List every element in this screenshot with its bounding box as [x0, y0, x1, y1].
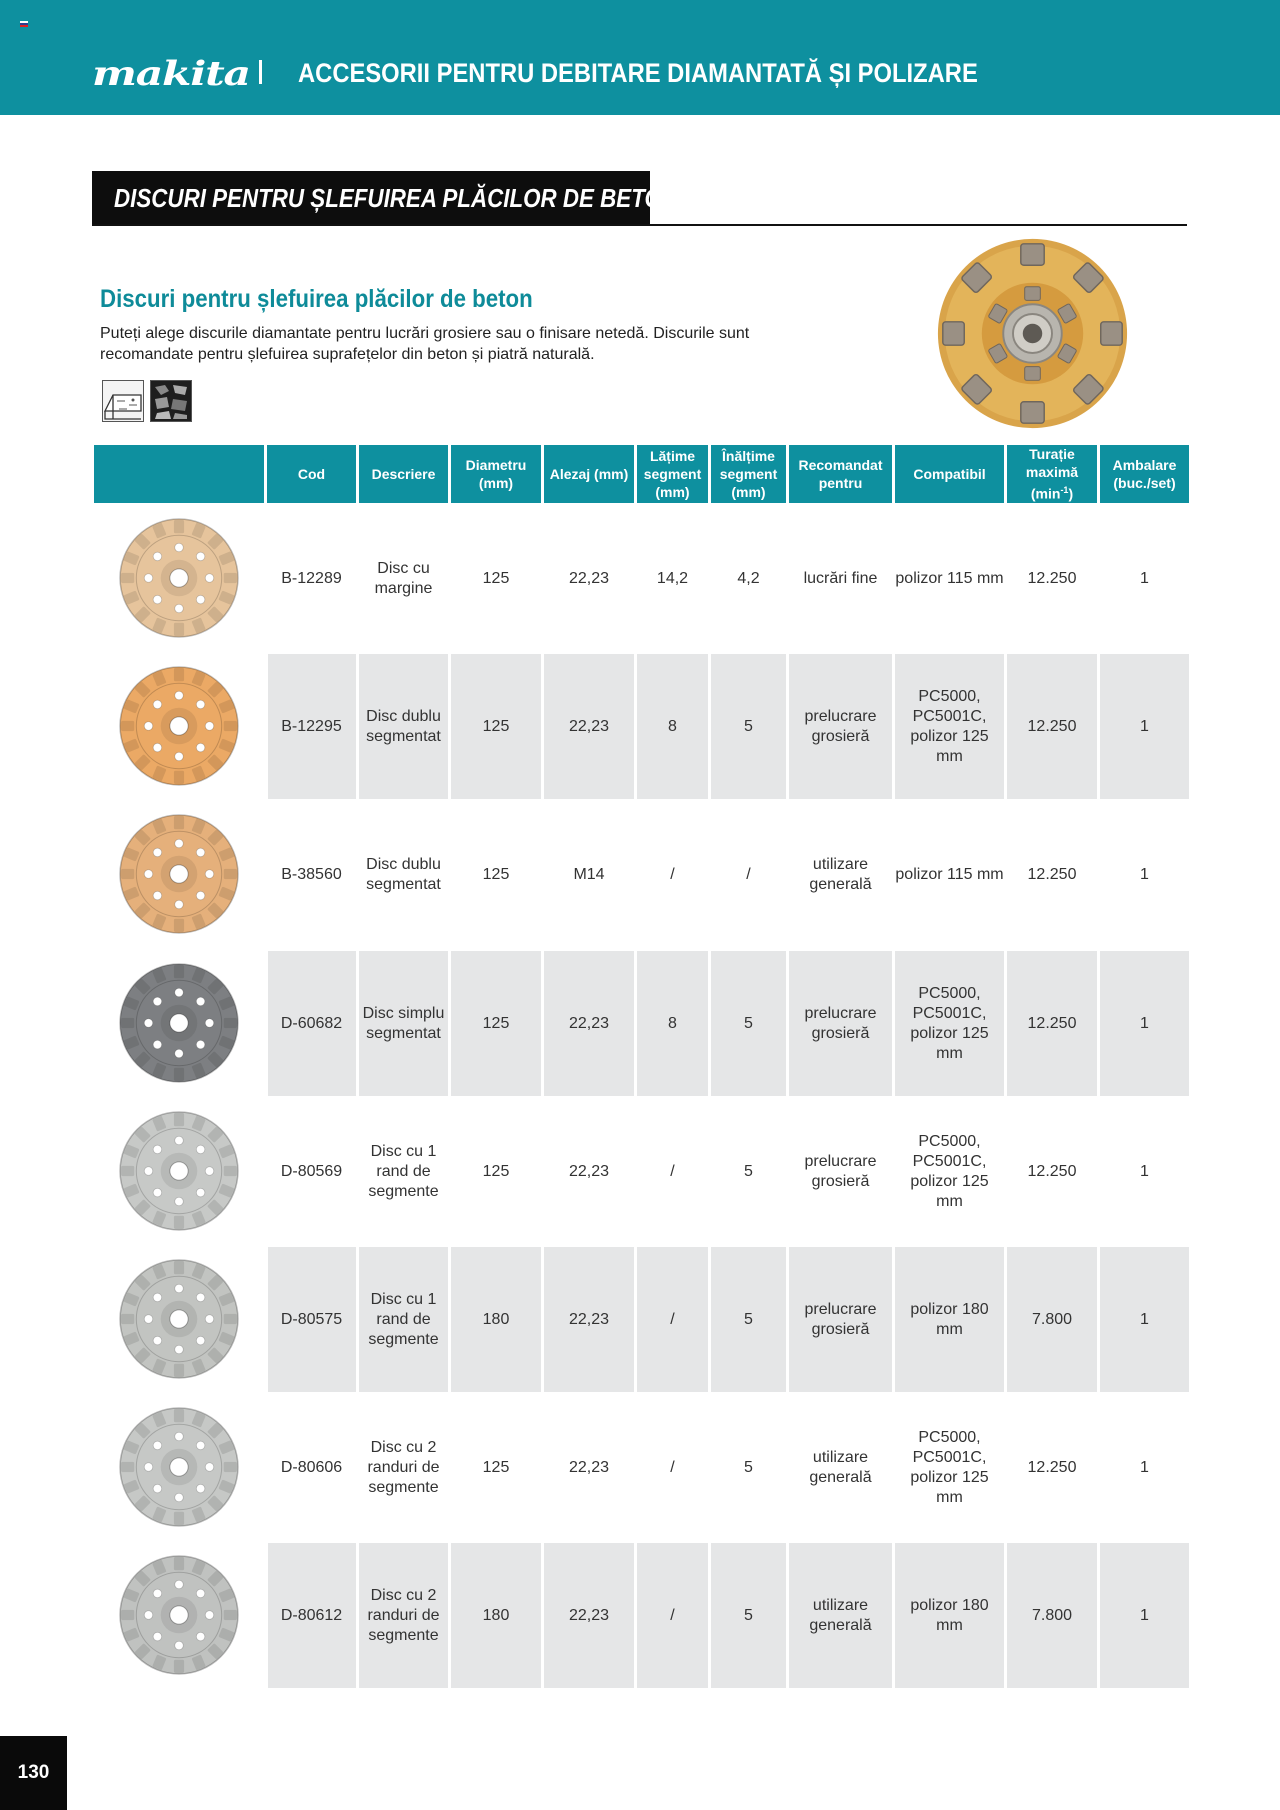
cell-text: 1	[1140, 1606, 1149, 1624]
stone-material-icon	[150, 380, 192, 422]
cell-latime	[637, 951, 708, 1096]
header-image-col	[94, 445, 264, 503]
disc-icon	[118, 665, 240, 787]
cell-turatie	[1007, 506, 1097, 651]
cell-line: polizor 125 mm	[910, 727, 989, 765]
cell-ambalare	[1100, 1099, 1189, 1244]
cell-text: 5	[744, 717, 753, 735]
cell-text: 180	[482, 1310, 510, 1328]
cell-text	[804, 707, 876, 747]
header-label: Turație	[1029, 446, 1075, 463]
cell-turatie	[1007, 802, 1097, 947]
cell-compatibil	[895, 1099, 1004, 1244]
concrete-material-icon	[102, 380, 144, 422]
cell-descriere	[359, 1099, 448, 1244]
cell-text: B-38560	[281, 865, 342, 883]
cell-text	[366, 855, 441, 895]
cell-line: PC5000,	[918, 1428, 981, 1446]
intro-line: recomandate pentru șlefuirea suprafețelor din beton și piatră naturală.	[100, 346, 595, 363]
cell-diametru	[451, 951, 541, 1096]
cell-line: Disc cu 1	[370, 1142, 437, 1160]
cell-line: prelucrare	[804, 707, 877, 725]
cell-turatie	[1007, 1247, 1097, 1392]
header-label: Recomandat	[798, 457, 883, 473]
cell-recomandat	[789, 1395, 892, 1540]
cell-diametru	[451, 506, 541, 651]
turatie-unit: (min	[1030, 485, 1061, 502]
cell-text: /	[670, 865, 675, 883]
cell-text	[809, 855, 871, 895]
cell-line: utilizare	[812, 1448, 869, 1466]
cell-alezaj	[544, 1395, 634, 1540]
cell-ambalare	[1100, 1543, 1189, 1688]
cell-compatibil	[895, 1395, 1004, 1540]
page-number: 130	[0, 1736, 67, 1810]
header-label: segment	[643, 466, 702, 482]
cell-line: polizor 125 mm	[910, 1468, 989, 1506]
header-title: ACCESORII PENTRU DEBITARE DIAMANTATĂ ȘI POLIZARE	[298, 58, 978, 88]
cell-text	[895, 1596, 1004, 1636]
cell-text: /	[670, 1162, 675, 1180]
cell-text: 125	[482, 1458, 510, 1476]
cell-cod	[267, 1247, 356, 1392]
cell-text: 180	[482, 1606, 510, 1624]
cell-recomandat	[789, 951, 892, 1096]
cell-cod	[267, 1099, 356, 1244]
cell-text: 8	[668, 1014, 677, 1032]
cell-inaltime	[711, 802, 786, 947]
disc-icon	[118, 813, 240, 935]
cell-text: 22,23	[568, 1310, 610, 1328]
cell-alezaj	[544, 802, 634, 947]
header-diametru	[451, 445, 541, 503]
cell-line: Disc cu 2	[370, 1586, 437, 1604]
cell-text: /	[746, 865, 751, 883]
cell-alezaj	[544, 654, 634, 799]
disc-icon	[118, 517, 240, 639]
cell-line: polizor 125 mm	[910, 1172, 989, 1210]
cell-line: PC5001C,	[912, 707, 987, 725]
cell-descriere	[359, 1543, 448, 1688]
cell-text: 12.250	[1027, 1162, 1077, 1180]
cell-text: D-80612	[280, 1606, 343, 1624]
cell-inaltime	[711, 1247, 786, 1392]
cell-text: 1	[1140, 1310, 1149, 1328]
cell-turatie	[1007, 1395, 1097, 1540]
cell-text	[804, 1004, 876, 1044]
cell-cod	[267, 802, 356, 947]
cell-line: PC5001C,	[912, 1004, 987, 1022]
cell-latime	[637, 1543, 708, 1688]
header-label	[1031, 481, 1073, 503]
cell-text: 1	[1140, 1014, 1149, 1032]
cell-line: rand de	[376, 1310, 431, 1328]
header-cod	[267, 445, 356, 503]
cell-text	[368, 1142, 438, 1202]
cell-text	[895, 984, 1004, 1064]
cell-line: generală	[809, 1616, 872, 1634]
turatie-exponent: -1	[1060, 485, 1069, 496]
header-label: maximă	[1025, 464, 1079, 481]
cell-line: polizor 125 mm	[910, 1024, 989, 1062]
cell-turatie	[1007, 1543, 1097, 1688]
cell-text	[804, 1152, 876, 1192]
cell-recomandat	[789, 1099, 892, 1244]
cell-descriere	[359, 654, 448, 799]
header-label: Înălțime	[722, 448, 775, 464]
cell-line: Disc simplu	[362, 1004, 445, 1022]
cell-ambalare	[1100, 802, 1189, 947]
header-label: pentru	[818, 475, 863, 491]
makita-logo: makita	[92, 54, 250, 94]
cell-line: Disc cu 1	[370, 1290, 437, 1308]
cell-text: /	[670, 1458, 675, 1476]
cell-inaltime	[711, 654, 786, 799]
product-disc-image	[118, 665, 240, 787]
cell-line: segmentat	[366, 875, 441, 893]
cell-ambalare	[1100, 1247, 1189, 1392]
header-label: Descriere	[371, 466, 436, 482]
cell-line: segmentat	[366, 727, 441, 745]
cell-text: 12.250	[1027, 865, 1077, 883]
section-title: DISCURI PENTRU ȘLEFUIREA PLĂCILOR DE BETON	[114, 183, 679, 213]
cell-cod	[267, 1543, 356, 1688]
cell-line: grosieră	[811, 727, 870, 745]
cell-text: 125	[482, 865, 510, 883]
cell-text	[375, 559, 433, 599]
hero-disc-image	[935, 236, 1130, 431]
cell-text: 1	[1140, 569, 1149, 587]
subsection-title: Discuri pentru șlefuirea plăcilor de beton	[100, 285, 533, 313]
cell-text: /	[670, 1310, 675, 1328]
cell-text	[368, 1290, 438, 1350]
header-ambalare	[1100, 445, 1189, 503]
cell-text	[809, 1596, 871, 1636]
cell-text: 5	[744, 1014, 753, 1032]
cell-compatibil	[895, 1543, 1004, 1688]
cell-text: 22,23	[568, 1458, 610, 1476]
cell-cod	[267, 654, 356, 799]
cell-line: PC5000,	[918, 1132, 981, 1150]
cell-text: 12.250	[1027, 569, 1077, 587]
cell-line: utilizare	[812, 855, 869, 873]
cell-text	[895, 1428, 1004, 1508]
cell-line: prelucrare	[804, 1004, 877, 1022]
cell-latime	[637, 506, 708, 651]
cell-descriere	[359, 802, 448, 947]
cell-text: 12.250	[1027, 1014, 1077, 1032]
product-disc-image	[118, 1110, 240, 1232]
cell-text: D-80606	[280, 1458, 343, 1476]
cell-recomandat	[789, 1247, 892, 1392]
header-descriere	[359, 445, 448, 503]
cell-line: generală	[809, 1468, 872, 1486]
cell-compatibil	[895, 802, 1004, 947]
header-label: segment	[719, 466, 778, 482]
cell-descriere	[359, 506, 448, 651]
cell-text: 22,23	[568, 1606, 610, 1624]
cell-alezaj	[544, 1099, 634, 1244]
cell-recomandat	[789, 1543, 892, 1688]
cell-text: 1	[1140, 717, 1149, 735]
cell-inaltime	[711, 951, 786, 1096]
cell-text: 125	[482, 1014, 510, 1032]
cell-line: PC5001C,	[912, 1448, 987, 1466]
cell-text: 125	[482, 1162, 510, 1180]
cell-line: randuri de	[367, 1606, 440, 1624]
cell-line: PC5001C,	[912, 1152, 987, 1170]
cell-recomandat	[789, 654, 892, 799]
cell-line: Disc cu 2	[370, 1438, 437, 1456]
cell-text	[809, 1448, 871, 1488]
cell-text	[367, 1586, 439, 1646]
cell-line: segmente	[368, 1478, 439, 1496]
cell-line: Disc dublu	[366, 707, 441, 725]
header-label: (mm)	[731, 484, 766, 500]
cell-line: rand de	[376, 1162, 431, 1180]
cell-line: segmente	[368, 1626, 439, 1644]
header-label: (mm)	[478, 475, 514, 491]
cell-line: grosieră	[811, 1024, 870, 1042]
cell-line: polizor 115 mm	[895, 865, 1004, 883]
header-latime	[637, 445, 708, 503]
cell-cod	[267, 1395, 356, 1540]
intro-line: Puteți alege discurile diamantate pentru lucrări grosiere sau o finisare netedă. Discurile sunt	[100, 325, 750, 342]
cell-text: 1	[1140, 1458, 1149, 1476]
cell-diametru	[451, 1247, 541, 1392]
cell-line: segmente	[368, 1330, 439, 1348]
header-separator	[259, 60, 262, 84]
flag-icon	[20, 21, 28, 27]
cell-line: grosieră	[811, 1172, 870, 1190]
cell-line: grosieră	[811, 1320, 870, 1338]
cell-latime	[637, 802, 708, 947]
product-disc-image	[118, 517, 240, 639]
cell-line: PC5000,	[918, 687, 981, 705]
cell-line: segmentat	[366, 1024, 441, 1042]
cell-cod	[267, 506, 356, 651]
header-compatibil	[895, 445, 1004, 503]
cell-line: polizor 115 mm	[895, 569, 1004, 587]
cell-text	[895, 687, 1004, 767]
cell-latime	[637, 654, 708, 799]
product-disc-image	[118, 1406, 240, 1528]
cell-diametru	[451, 1099, 541, 1244]
cell-line: prelucrare	[804, 1300, 877, 1318]
disc-icon	[118, 962, 240, 1084]
header-recomandat	[789, 445, 892, 503]
cell-line: Disc dublu	[366, 855, 441, 873]
cell-text: D-80569	[280, 1162, 343, 1180]
cell-compatibil	[895, 1247, 1004, 1392]
cell-compatibil	[895, 654, 1004, 799]
cell-text: 5	[744, 1310, 753, 1328]
cell-line: prelucrare	[804, 1152, 877, 1170]
header-label: Ambalare	[1112, 457, 1177, 473]
cell-diametru	[451, 1543, 541, 1688]
cell-text: 125	[482, 717, 510, 735]
cell-line: randuri de	[367, 1458, 440, 1476]
cell-text	[804, 1300, 876, 1340]
cell-ambalare	[1100, 654, 1189, 799]
cell-text: 5	[744, 1606, 753, 1624]
cell-recomandat	[789, 802, 892, 947]
cell-text: 1	[1140, 865, 1149, 883]
cell-text: /	[670, 1606, 675, 1624]
header-label: Diametru	[465, 457, 527, 473]
cell-diametru	[451, 654, 541, 799]
cell-text: 22,23	[568, 569, 610, 587]
cell-text: B-12289	[281, 569, 342, 587]
header-label: (mm)	[655, 484, 690, 500]
cell-inaltime	[711, 1395, 786, 1540]
header-label: (buc./set)	[1113, 475, 1176, 491]
product-disc-image	[118, 1258, 240, 1380]
cell-text: 22,23	[568, 1014, 610, 1032]
cell-line: segmente	[368, 1182, 439, 1200]
page-header	[0, 0, 1280, 115]
header-label: Alezaj (mm)	[549, 466, 629, 482]
cell-line: generală	[809, 875, 872, 893]
cell-latime	[637, 1395, 708, 1540]
cell-latime	[637, 1247, 708, 1392]
cell-latime	[637, 1099, 708, 1244]
cell-text	[804, 569, 878, 589]
cell-diametru	[451, 802, 541, 947]
cell-line: margine	[374, 579, 433, 597]
cell-turatie	[1007, 1099, 1097, 1244]
turatie-close: )	[1068, 485, 1074, 502]
cell-inaltime	[711, 506, 786, 651]
cell-text: 22,23	[568, 1162, 610, 1180]
cell-text	[895, 1132, 1004, 1212]
cell-text: D-80575	[280, 1310, 343, 1328]
cell-text: 125	[482, 569, 510, 587]
cell-ambalare	[1100, 506, 1189, 651]
disc-icon	[118, 1258, 240, 1380]
cell-text: 5	[744, 1162, 753, 1180]
header-label: Lățime	[649, 448, 696, 464]
cell-text	[895, 1300, 1004, 1340]
cell-alezaj	[544, 1543, 634, 1688]
cell-cod	[267, 951, 356, 1096]
cell-ambalare	[1100, 1395, 1189, 1540]
product-disc-image	[118, 813, 240, 935]
cell-text: 4,2	[737, 569, 760, 587]
cell-text: 5	[744, 1458, 753, 1476]
cell-line: lucrări fine	[803, 569, 878, 587]
header-label: Cod	[297, 466, 326, 482]
cell-alezaj	[544, 506, 634, 651]
cell-text: 12.250	[1027, 717, 1077, 735]
intro-text	[100, 323, 780, 365]
header-turatie	[1007, 445, 1097, 503]
cell-text: 12.250	[1027, 1458, 1077, 1476]
cell-inaltime	[711, 1099, 786, 1244]
cell-line: polizor 180 mm	[910, 1300, 989, 1338]
cell-text: 7.800	[1031, 1310, 1073, 1328]
cell-line: Disc cu	[377, 559, 430, 577]
cell-text: 22,23	[568, 717, 610, 735]
product-disc-image	[118, 1554, 240, 1676]
cell-text: 1	[1140, 1162, 1149, 1180]
cell-text: 7.800	[1031, 1606, 1073, 1624]
cell-text	[895, 865, 1003, 885]
cell-text: 14,2	[656, 569, 689, 587]
cell-descriere	[359, 1247, 448, 1392]
cell-text	[367, 1438, 439, 1498]
disc-icon	[118, 1110, 240, 1232]
cell-compatibil	[895, 506, 1004, 651]
header-alezaj	[544, 445, 634, 503]
cell-inaltime	[711, 1543, 786, 1688]
cell-text	[895, 569, 1003, 589]
cell-turatie	[1007, 951, 1097, 1096]
cell-compatibil	[895, 951, 1004, 1096]
cell-text: M14	[573, 865, 605, 883]
cell-text: B-12295	[281, 717, 342, 735]
disc-icon	[118, 1406, 240, 1528]
cell-ambalare	[1100, 951, 1189, 1096]
cell-recomandat	[789, 506, 892, 651]
cell-line: PC5000,	[918, 984, 981, 1002]
cell-alezaj	[544, 1247, 634, 1392]
cell-text: D-60682	[280, 1014, 343, 1032]
cell-line: utilizare	[812, 1596, 869, 1614]
disc-icon	[118, 1554, 240, 1676]
cell-turatie	[1007, 654, 1097, 799]
cell-descriere	[359, 951, 448, 1096]
cell-text	[366, 707, 441, 747]
product-disc-image	[118, 962, 240, 1084]
cell-text	[363, 1004, 445, 1044]
cell-alezaj	[544, 951, 634, 1096]
cell-descriere	[359, 1395, 448, 1540]
section-divider	[92, 224, 1187, 226]
header-inaltime	[711, 445, 786, 503]
cell-line: polizor 180 mm	[910, 1596, 989, 1634]
header-label: Compatibil	[913, 466, 986, 482]
cell-diametru	[451, 1395, 541, 1540]
cell-text: 8	[668, 717, 677, 735]
